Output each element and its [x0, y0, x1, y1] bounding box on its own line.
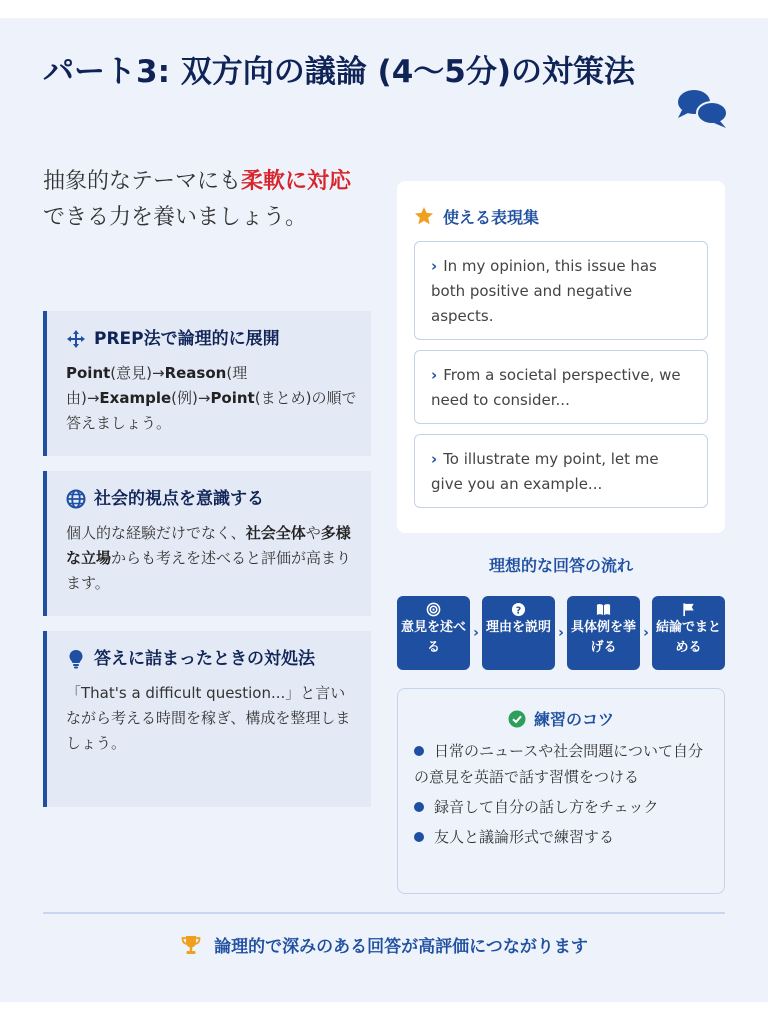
footer-text: 論理的で深みのある回答が高評価につながります [214, 937, 588, 957]
flow-step-label: 具体例を挙げる [570, 620, 636, 655]
bullet-icon [414, 746, 424, 756]
check-circle-icon [508, 710, 526, 728]
chevron-right-icon: › [558, 625, 564, 641]
practice-list [414, 738, 708, 850]
lead-highlight: 柔軟に対応 [241, 169, 352, 194]
flow-step [567, 596, 640, 670]
list-item [414, 738, 708, 790]
flow-step [652, 596, 725, 670]
body-text: (例)→ [171, 389, 211, 407]
tip-body [66, 521, 357, 596]
chevron-right-icon: › [431, 257, 438, 275]
tip-card-stuck [43, 631, 371, 807]
emphasis-text: Point [210, 389, 255, 407]
practice-item-text: 録音して自分の話し方をチェック [434, 798, 659, 816]
practice-heading: 練習のコツ [533, 710, 614, 729]
svg-text:?: ? [515, 605, 522, 617]
flow-step [397, 596, 470, 670]
expression-text: In my opinion, this issue has both positive and negative aspects. [431, 257, 657, 325]
footer-message [43, 932, 725, 957]
practice-panel [397, 688, 725, 894]
body-text: からも考えを述べると評価が高まります。 [66, 549, 352, 592]
star-icon [414, 206, 434, 226]
list-item [414, 824, 708, 850]
answer-flow [397, 596, 725, 670]
expression-item [414, 350, 708, 424]
emphasis-text: Example [99, 389, 172, 407]
expressions-panel [397, 181, 725, 533]
emphasis-text: 多様な立場 [66, 524, 351, 567]
tip-card-prep [43, 311, 371, 456]
trophy-icon [180, 934, 202, 956]
emphasis-text: Point [66, 364, 111, 382]
flow-step-label: 理由を説明 [485, 620, 551, 635]
lead-before: 抽象的なテーマにも [43, 169, 242, 194]
body-text: や [305, 524, 321, 542]
chevron-right-icon: › [431, 366, 438, 384]
tip-title: PREP法で論理的に展開 [94, 329, 280, 349]
expression-text: To illustrate my point, let me give you an example... [431, 450, 659, 493]
practice-item-text: 友人と議論形式で練習する [434, 828, 615, 846]
globe-icon [66, 489, 86, 509]
body-text: (理由)→ [66, 364, 248, 407]
bullet-icon [414, 802, 424, 812]
lead-after: できる力を養いましょう。 [43, 205, 308, 230]
chevron-right-icon: › [643, 625, 649, 641]
lead-text [43, 164, 361, 236]
target-icon [426, 602, 441, 617]
body-text: (まとめ)の順で答えましょう。 [66, 389, 357, 432]
flow-step [482, 596, 555, 670]
bullet-icon [414, 832, 424, 842]
lightbulb-icon [66, 649, 86, 669]
practice-item-text: 日常のニュースや社会問題について自分の意見を英語で話す習慣をつける [414, 742, 703, 786]
flow-step-label: 意見を述べる [400, 620, 466, 655]
tip-title: 社会的視点を意識する [94, 489, 264, 509]
flow-step-label: 結論でまとめる [655, 620, 721, 655]
arrows-move-icon [66, 329, 86, 349]
emphasis-text: 社会全体 [245, 524, 306, 542]
expression-text: From a societal perspective, we need to consider... [431, 366, 681, 409]
body-text: 「That's a difficult question...」と言いながら考える時間を稼ぎ、構成を整理しましょう。 [66, 684, 351, 752]
expression-item [414, 241, 708, 340]
flow-heading: 理想的な回答の流れ [488, 556, 633, 575]
body-text: (意見)→ [110, 364, 165, 382]
chevron-right-icon: › [473, 625, 479, 641]
list-item [414, 794, 708, 820]
body-text: 個人的な経験だけでなく、 [66, 524, 246, 542]
tip-body [66, 361, 357, 436]
chat-bubbles-icon [676, 86, 728, 130]
book-icon [596, 602, 611, 617]
tip-body [66, 681, 357, 756]
question-icon [511, 602, 526, 617]
flag-icon [681, 602, 696, 617]
page-title: パート3: 双方向の議論 (4〜5分)の対策法 [43, 54, 636, 90]
footer-divider [43, 912, 725, 914]
tip-title: 答えに詰まったときの対処法 [94, 649, 315, 669]
expression-item [414, 434, 708, 508]
chevron-right-icon: › [431, 450, 438, 468]
expressions-heading: 使える表現集 [443, 207, 540, 227]
emphasis-text: Reason [164, 364, 227, 382]
tip-card-social [43, 471, 371, 616]
